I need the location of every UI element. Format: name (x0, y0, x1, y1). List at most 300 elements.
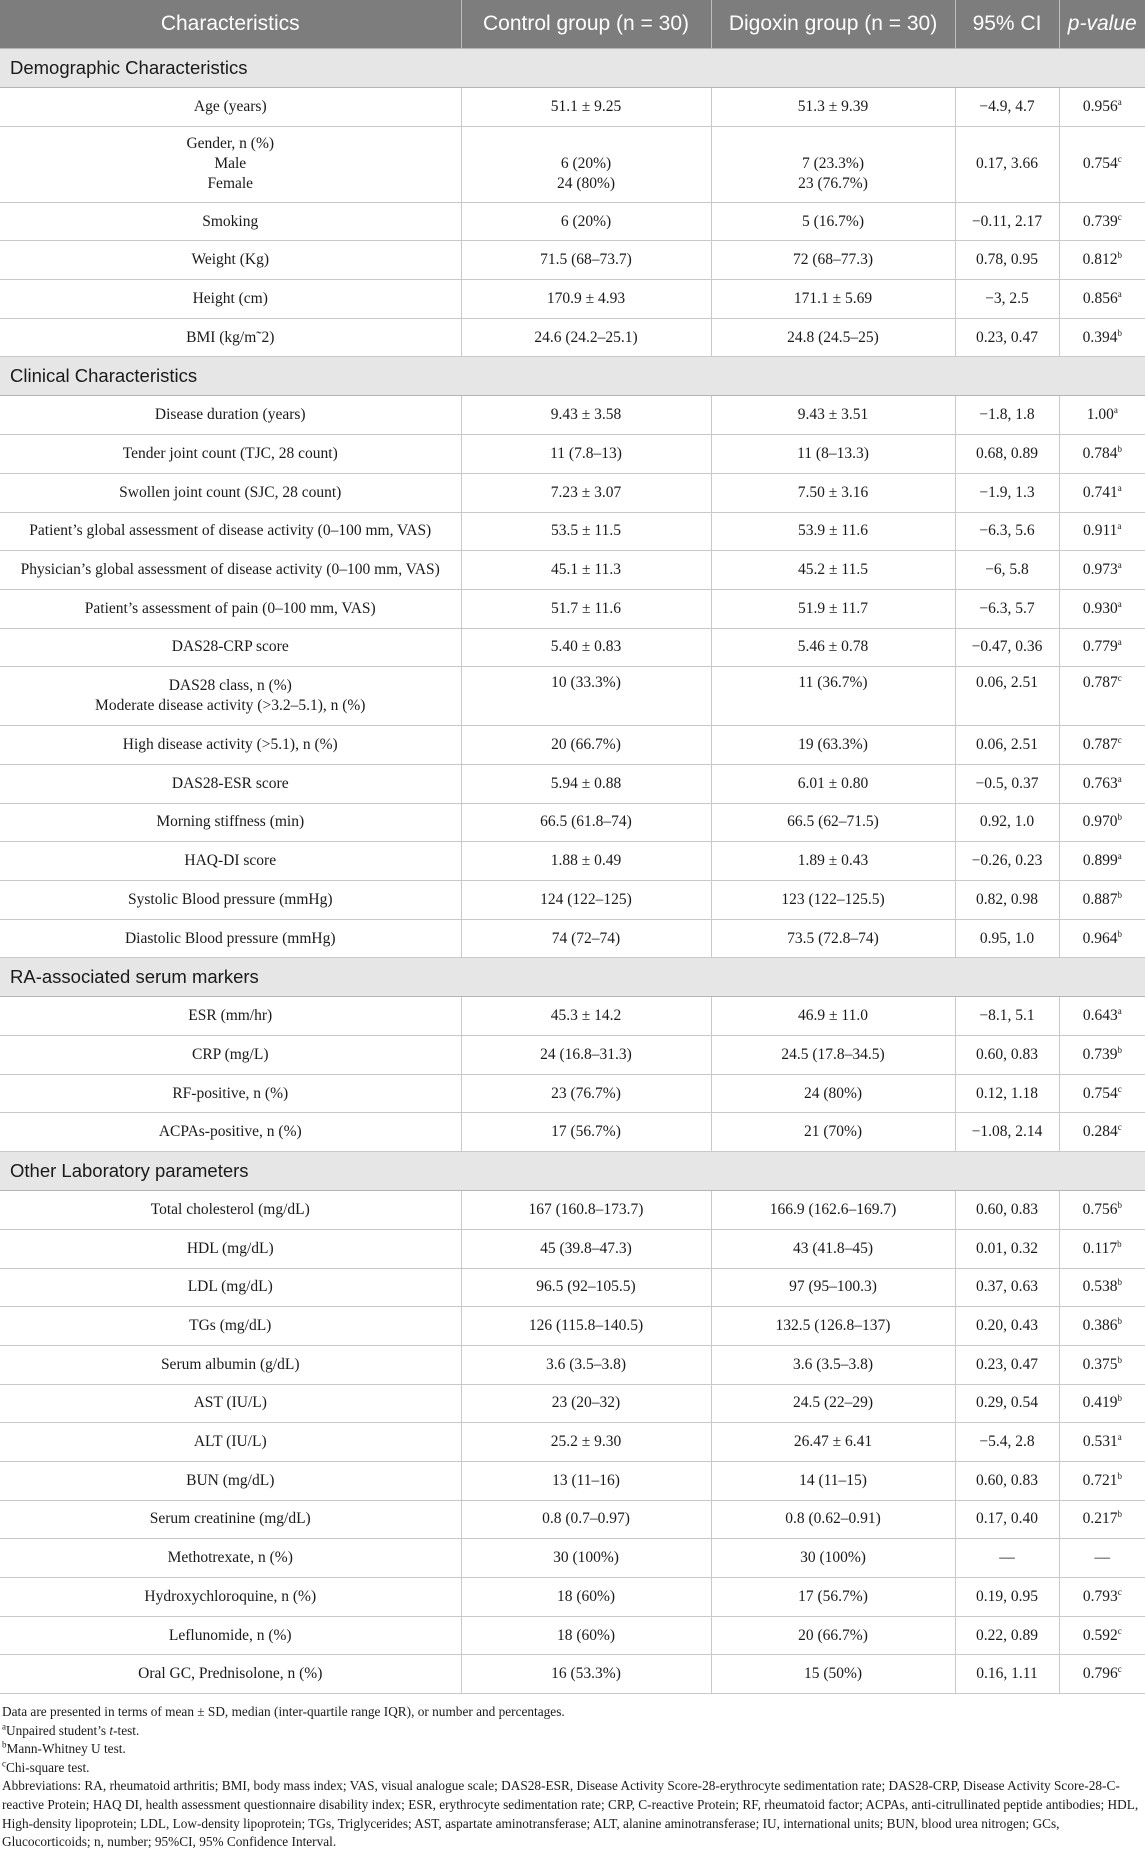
row-label-line: DAS28-ESR score (171, 774, 289, 792)
table-row (0, 512, 1145, 551)
digoxin-value (711, 126, 955, 202)
control-value-line: 24.6 (24.2–25.1) (534, 328, 638, 346)
p-value (1059, 88, 1145, 127)
ci-value: 0.01, 0.32 (955, 1229, 1059, 1268)
ci-value: 0.20, 0.43 (955, 1307, 1059, 1346)
row-label (0, 1655, 461, 1694)
p-value-number: 0.117 (1082, 1239, 1118, 1257)
table-row (0, 1307, 1145, 1346)
p-value-number: 0.375 (1082, 1355, 1118, 1373)
ci-value: −6.3, 5.7 (955, 589, 1059, 628)
ci-value: — (955, 1539, 1059, 1578)
row-label (0, 551, 461, 590)
row-label-line: RF-positive, n (%) (172, 1084, 289, 1102)
control-value-line: 16 (53.3%) (551, 1665, 621, 1683)
control-value-line: 7.23 ± 3.07 (550, 483, 622, 501)
ci-value: 0.37, 0.63 (955, 1268, 1059, 1307)
row-label (0, 1578, 461, 1617)
row-label (0, 1036, 461, 1075)
ci-value: −0.11, 2.17 (955, 202, 1059, 241)
spacer-line (716, 134, 951, 154)
table-row (0, 396, 1145, 435)
row-label-line: DAS28 class, n (%) (168, 677, 292, 695)
digoxin-value (711, 764, 955, 803)
p-value-test-marker: a (1117, 559, 1122, 570)
p-value-test-marker: b (1117, 443, 1122, 454)
digoxin-value-line: 43 (41.8–45) (792, 1239, 874, 1257)
control-value-line: 6 (20%) (560, 212, 612, 230)
row-label-line: Physician’s global assessment of disease activity (0–100 mm, VAS) (20, 561, 440, 579)
table-header-row (0, 0, 1145, 49)
p-value-number: 0.217 (1082, 1510, 1118, 1528)
p-value-number: 0.793 (1082, 1587, 1118, 1605)
table-row (0, 241, 1145, 280)
digoxin-value (711, 881, 955, 920)
row-label (0, 919, 461, 958)
p-value (1059, 764, 1145, 803)
row-label (0, 280, 461, 319)
row-label (0, 1113, 461, 1152)
row-label (0, 667, 461, 726)
p-value-number: 0.812 (1082, 251, 1118, 269)
row-label-line: Height (cm) (192, 289, 268, 307)
digoxin-value-line: 5.46 ± 0.78 (797, 638, 869, 656)
control-value-line: 0.8 (0.7–0.97) (542, 1510, 630, 1528)
p-value-test-marker: b (1117, 1199, 1122, 1210)
table-row (0, 1113, 1145, 1152)
table-row (0, 1500, 1145, 1539)
p-value-test-marker: a (1117, 1431, 1122, 1442)
digoxin-value (711, 551, 955, 590)
table-row (0, 881, 1145, 920)
table-row (0, 1539, 1145, 1578)
p-value (1059, 1616, 1145, 1655)
table-row (0, 1268, 1145, 1307)
p-value-test-marker: c (1117, 1586, 1122, 1597)
table-row (0, 1616, 1145, 1655)
table-row (0, 589, 1145, 628)
footnote-a-text-italic: t (109, 1722, 114, 1738)
p-value-test-marker: c (1117, 1083, 1122, 1094)
p-value-number: 0.956 (1082, 97, 1118, 115)
row-label-line: DAS28-CRP score (171, 638, 289, 656)
table-row (0, 88, 1145, 127)
p-value-test-marker: a (1117, 773, 1122, 784)
row-label (0, 1074, 461, 1113)
p-value-number: 0.721 (1082, 1471, 1118, 1489)
ci-value: −1.8, 1.8 (955, 396, 1059, 435)
control-value-line: 24 (80%) (556, 175, 616, 193)
row-label-line: Tender joint count (TJC, 28 count) (122, 444, 338, 462)
ci-value: −0.26, 0.23 (955, 842, 1059, 881)
control-value-line: 167 (160.8–173.7) (528, 1200, 644, 1218)
digoxin-value (711, 1616, 955, 1655)
p-value-test-marker: b (1117, 889, 1122, 900)
p-value (1059, 1345, 1145, 1384)
header-control-group: Control group (n = 30) (461, 0, 711, 49)
p-value (1059, 202, 1145, 241)
row-label (0, 1384, 461, 1423)
control-value-line: 71.5 (68–73.7) (540, 251, 632, 269)
p-value-test-marker: c (1117, 1664, 1122, 1675)
row-label-line: ACPAs-positive, n (%) (158, 1123, 302, 1141)
digoxin-value (711, 667, 955, 726)
ci-value: −0.47, 0.36 (955, 628, 1059, 667)
p-value-test-marker: b (1117, 1393, 1122, 1404)
footnote-a-marker: a (2, 1721, 6, 1732)
table-row (0, 1655, 1145, 1694)
control-value (461, 1500, 711, 1539)
digoxin-value-line: 166.9 (162.6–169.7) (769, 1200, 897, 1218)
p-value (1059, 997, 1145, 1036)
control-value (461, 1113, 711, 1152)
ci-value: 0.78, 0.95 (955, 241, 1059, 280)
table-row (0, 1423, 1145, 1462)
row-label-line: Swollen joint count (SJC, 28 count) (119, 483, 342, 501)
digoxin-value-line: 11 (8–13.3) (797, 444, 869, 462)
p-value-test-marker: c (1117, 1122, 1122, 1133)
digoxin-value-line: 6.01 ± 0.80 (797, 774, 869, 792)
p-value (1059, 1539, 1145, 1578)
row-label-line: AST (IU/L) (193, 1394, 267, 1412)
control-value (461, 126, 711, 202)
digoxin-value (711, 1423, 955, 1462)
ci-value: 0.68, 0.89 (955, 435, 1059, 474)
p-value (1059, 803, 1145, 842)
row-label (0, 589, 461, 628)
footnote-b-marker: b (2, 1739, 7, 1750)
p-value-number: 0.386 (1082, 1317, 1118, 1335)
ci-value: 0.17, 0.40 (955, 1500, 1059, 1539)
p-value (1059, 1461, 1145, 1500)
row-label (0, 1616, 461, 1655)
p-value-test-marker: c (1117, 211, 1122, 222)
digoxin-value (711, 88, 955, 127)
table-row (0, 318, 1145, 357)
control-value-line: 20 (66.7%) (551, 736, 621, 754)
control-value-line: 96.5 (92–105.5) (536, 1278, 636, 1296)
row-label-line: Patient’s assessment of pain (0–100 mm, VAS) (84, 599, 376, 617)
section-header-row (0, 958, 1145, 997)
table-row (0, 726, 1145, 765)
p-value (1059, 881, 1145, 920)
digoxin-value-line: 46.9 ± 11.0 (798, 1007, 868, 1025)
table-row (0, 842, 1145, 881)
p-value-test-marker: b (1117, 1238, 1122, 1249)
control-value (461, 1539, 711, 1578)
p-value (1059, 726, 1145, 765)
control-value (461, 318, 711, 357)
table-row (0, 764, 1145, 803)
digoxin-value (711, 1539, 955, 1578)
control-value-line: 53.5 ± 11.5 (551, 522, 621, 540)
control-value (461, 1578, 711, 1617)
ci-value: −1.08, 2.14 (955, 1113, 1059, 1152)
control-value-line: 3.6 (3.5–3.8) (545, 1355, 627, 1373)
digoxin-value-line: 30 (100%) (800, 1549, 866, 1567)
footnote-b-text: Mann-Whitney U test. (6, 1741, 126, 1757)
row-label-line: High disease activity (>5.1), n (%) (122, 736, 338, 754)
row-label-line: HDL (mg/dL) (186, 1239, 274, 1257)
ci-value: 0.95, 1.0 (955, 919, 1059, 958)
control-value (461, 589, 711, 628)
digoxin-value (711, 202, 955, 241)
p-value (1059, 1113, 1145, 1152)
footnote-c-text: Chi-square test. (6, 1759, 90, 1775)
digoxin-value (711, 1113, 955, 1152)
row-label (0, 88, 461, 127)
control-value (461, 280, 711, 319)
control-value (461, 1268, 711, 1307)
ci-value: 0.16, 1.11 (955, 1655, 1059, 1694)
p-value (1059, 628, 1145, 667)
p-value-number: 0.538 (1082, 1278, 1118, 1296)
digoxin-value-line: 21 (70%) (803, 1123, 863, 1141)
p-value-number: 0.754 (1082, 155, 1118, 173)
p-value-number: 0.531 (1082, 1433, 1118, 1451)
ci-value: 0.23, 0.47 (955, 318, 1059, 357)
row-label (0, 396, 461, 435)
digoxin-value-line: 132.5 (126.8–137) (775, 1317, 891, 1335)
digoxin-value-line: 73.5 (72.8–74) (787, 929, 879, 947)
row-label-line: BUN (mg/dL) (186, 1471, 275, 1489)
table-row (0, 997, 1145, 1036)
control-value (461, 1191, 711, 1230)
row-label (0, 1500, 461, 1539)
row-label-line: LDL (mg/dL) (187, 1278, 273, 1296)
p-value (1059, 1074, 1145, 1113)
p-value-test-marker: a (1117, 851, 1122, 861)
p-value (1059, 396, 1145, 435)
table-row (0, 126, 1145, 202)
table-row (0, 919, 1145, 958)
footnote-b (2, 1740, 1143, 1759)
table-body (0, 49, 1145, 1694)
footnote-c (2, 1759, 1143, 1778)
row-label (0, 1423, 461, 1462)
row-label (0, 764, 461, 803)
control-value (461, 1461, 711, 1500)
p-value-test-marker: a (1113, 405, 1118, 416)
digoxin-value-line: 123 (122–125.5) (781, 890, 885, 908)
p-value-number: 0.643 (1082, 1007, 1118, 1025)
row-label-line: ESR (mm/hr) (188, 1007, 273, 1025)
footnote-a-text-prefix: Unpaired student’s (6, 1722, 110, 1738)
p-value (1059, 551, 1145, 590)
p-value-number: 0.419 (1082, 1394, 1118, 1412)
p-value-test-marker: a (1117, 637, 1122, 648)
control-value-line: 24 (16.8–31.3) (540, 1045, 632, 1063)
p-value-number: 0.911 (1083, 522, 1118, 540)
digoxin-value (711, 726, 955, 765)
p-value-test-marker: c (1117, 734, 1122, 745)
ci-value: −6.3, 5.6 (955, 512, 1059, 551)
control-value (461, 1307, 711, 1346)
p-value-number: 0.856 (1082, 289, 1118, 307)
row-label (0, 202, 461, 241)
ci-value: −8.1, 5.1 (955, 997, 1059, 1036)
ci-value: 0.22, 0.89 (955, 1616, 1059, 1655)
section-title: Other Laboratory parameters (0, 1152, 1145, 1191)
row-label-line: Hydroxychloroquine, n (%) (144, 1587, 317, 1605)
row-label-line: CRP (mg/L) (191, 1045, 269, 1063)
ci-value: 0.06, 2.51 (955, 667, 1059, 726)
control-value-line: 45.1 ± 11.3 (551, 561, 621, 579)
ci-value: −6, 5.8 (955, 551, 1059, 590)
digoxin-value (711, 512, 955, 551)
row-label (0, 726, 461, 765)
digoxin-value-line: 15 (50%) (803, 1665, 863, 1683)
control-value (461, 1345, 711, 1384)
control-value-line: 9.43 ± 3.58 (550, 406, 622, 424)
control-value (461, 551, 711, 590)
table-row (0, 1384, 1145, 1423)
digoxin-value (711, 318, 955, 357)
table-row (0, 1578, 1145, 1617)
ci-value: −5.4, 2.8 (955, 1423, 1059, 1462)
control-value (461, 726, 711, 765)
row-label (0, 435, 461, 474)
ci-value: 0.92, 1.0 (955, 803, 1059, 842)
p-value-number: 0.779 (1082, 638, 1118, 656)
row-label (0, 1539, 461, 1578)
p-value-test-marker: b (1117, 812, 1122, 823)
digoxin-value-line: 11 (36.7%) (798, 674, 868, 692)
p-value (1059, 280, 1145, 319)
p-value-number: 0.970 (1082, 813, 1118, 831)
digoxin-value-line: 51.9 ± 11.7 (798, 599, 868, 617)
p-value-number: 0.973 (1082, 561, 1118, 579)
digoxin-value (711, 803, 955, 842)
digoxin-value (711, 842, 955, 881)
digoxin-value-line: 9.43 ± 3.51 (797, 406, 869, 424)
control-value-line: 5.94 ± 0.88 (550, 774, 622, 792)
table-row (0, 1036, 1145, 1075)
digoxin-value-line: 97 (95–100.3) (789, 1278, 877, 1296)
p-value-number: 0.754 (1082, 1084, 1118, 1102)
digoxin-value (711, 919, 955, 958)
p-value (1059, 1307, 1145, 1346)
ci-value: 0.17, 3.66 (955, 126, 1059, 202)
digoxin-value (711, 1191, 955, 1230)
digoxin-value (711, 396, 955, 435)
row-label (0, 318, 461, 357)
footnote-abbreviations: Abbreviations: RA, rheumatoid arthritis; BMI, body mass index; VAS, visual analogue scale; DAS28-ESR, Disease Activity Score-28-erythrocyte sedimentation rate; DAS28-CRP, Disease Activity Score-28-C-reactive Protein; HAQ DI, health assessment questionnaire disability index; ESR, erythrocyte sedimentation rate; CRP, C-reactive Protein; RF, rheumatoid factor; ACPAs, anti-citrullinated peptide antibodies; HDL, High-density lipoprotein; LDL, Low-density lipoprotein; TGs, Triglycerides; AST, aspartate aminotransferase; ALT, alanine aminotransferase; IU, international units; BUN, blood urea nitrogen; GCs, Glucocorticoids; n, number; 95%CI, 95% Confidence Interval. (2, 1778, 1139, 1850)
digoxin-value-line: 3.6 (3.5–3.8) (792, 1355, 874, 1373)
control-value-line: 66.5 (61.8–74) (540, 813, 632, 831)
table-row (0, 1074, 1145, 1113)
ci-value: 0.60, 0.83 (955, 1191, 1059, 1230)
row-label-line: Weight (Kg) (191, 251, 270, 269)
control-value-line: 170.9 ± 4.93 (546, 289, 626, 307)
digoxin-value (711, 473, 955, 512)
table-row (0, 628, 1145, 667)
digoxin-value (711, 435, 955, 474)
p-value-test-marker: a (1117, 482, 1122, 493)
digoxin-value-line: 24.5 (17.8–34.5) (781, 1045, 885, 1063)
p-value (1059, 435, 1145, 474)
control-value-line: 18 (60%) (556, 1587, 616, 1605)
p-value (1059, 473, 1145, 512)
ci-value: −4.9, 4.7 (955, 88, 1059, 127)
digoxin-value-line: 51.3 ± 9.39 (797, 97, 869, 115)
footnote-a (2, 1722, 1143, 1741)
p-value-test-marker: a (1117, 1006, 1122, 1017)
control-value (461, 881, 711, 920)
p-value (1059, 667, 1145, 726)
p-value-number: — (1094, 1549, 1110, 1567)
digoxin-value-line: 0.8 (0.62–0.91) (785, 1510, 881, 1528)
digoxin-value-line: 24.5 (22–29) (792, 1394, 874, 1412)
p-value-test-marker: b (1117, 327, 1122, 338)
p-value-number: 0.739 (1082, 1045, 1118, 1063)
ci-value: 0.82, 0.98 (955, 881, 1059, 920)
digoxin-value (711, 1229, 955, 1268)
p-value-test-marker: b (1117, 250, 1122, 261)
p-value-number: 0.796 (1082, 1665, 1118, 1683)
control-value-line: 25.2 ± 9.30 (550, 1433, 622, 1451)
p-value-test-marker: a (1117, 288, 1122, 299)
p-value-number: 0.756 (1082, 1200, 1118, 1218)
p-value-test-marker: c (1117, 1625, 1122, 1636)
table-row (0, 1229, 1145, 1268)
control-value-line: 126 (115.8–140.5) (528, 1317, 644, 1335)
p-value-test-marker: b (1117, 928, 1122, 939)
p-value-test-marker: c (1117, 154, 1122, 165)
control-value-line: 124 (122–125) (540, 890, 632, 908)
row-label-line: Diastolic Blood pressure (mmHg) (124, 929, 336, 947)
digoxin-value-line: 14 (11–15) (799, 1471, 867, 1489)
digoxin-value-line: 17 (56.7%) (798, 1587, 868, 1605)
row-label-line: Serum albumin (g/dL) (160, 1355, 300, 1373)
control-value (461, 1423, 711, 1462)
row-label (0, 997, 461, 1036)
row-label (0, 1268, 461, 1307)
row-label (0, 1461, 461, 1500)
header-p-value-text: p-value (1067, 12, 1137, 35)
control-value (461, 1616, 711, 1655)
control-value (461, 512, 711, 551)
digoxin-value (711, 280, 955, 319)
p-value (1059, 241, 1145, 280)
digoxin-value (711, 1655, 955, 1694)
digoxin-value (711, 1578, 955, 1617)
row-label-line: Disease duration (years) (154, 406, 306, 424)
row-label (0, 881, 461, 920)
control-value (461, 396, 711, 435)
row-label (0, 126, 461, 202)
control-value-line: 6 (20%) (560, 155, 612, 173)
header-p-value (1059, 0, 1145, 49)
row-label-line: Age (years) (193, 97, 267, 115)
control-value (461, 1384, 711, 1423)
control-value (461, 764, 711, 803)
digoxin-value-line: 1.89 ± 0.43 (797, 852, 869, 870)
row-label-line: TGs (mg/dL) (189, 1317, 272, 1335)
digoxin-value-line: 24 (80%) (803, 1084, 863, 1102)
p-value-test-marker: a (1117, 521, 1122, 532)
spacer-line (466, 134, 707, 154)
digoxin-value-line: 7.50 ± 3.16 (797, 483, 869, 501)
p-value (1059, 1578, 1145, 1617)
row-label (0, 628, 461, 667)
digoxin-value-line: 66.5 (62–71.5) (787, 813, 879, 831)
control-value-line: 23 (20–32) (551, 1394, 621, 1412)
footnote-c-marker: c (2, 1758, 6, 1769)
row-label-line: Methotrexate, n (%) (167, 1549, 293, 1567)
digoxin-value-line: 20 (66.7%) (798, 1626, 868, 1644)
header-ci: 95% CI (955, 0, 1059, 49)
